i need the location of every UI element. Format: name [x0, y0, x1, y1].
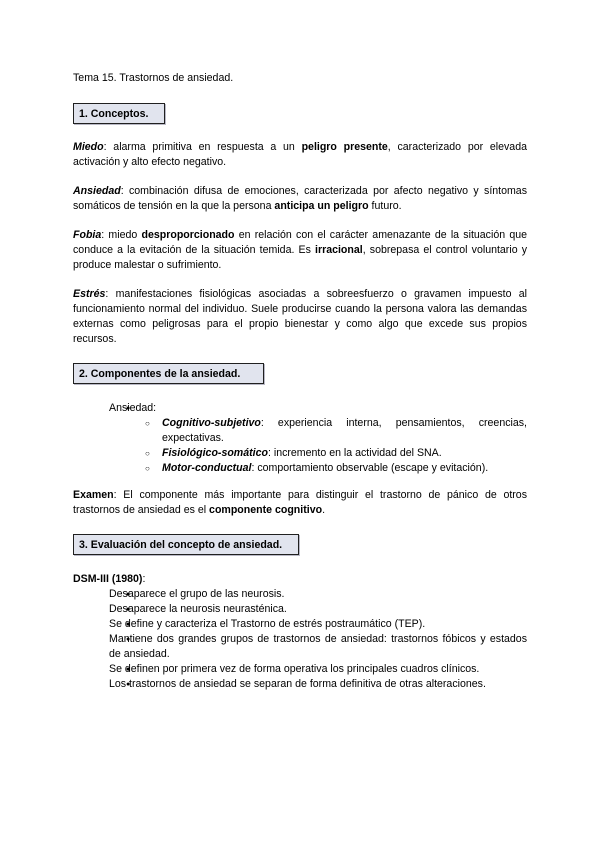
component-desc: : experiencia interna, pensamientos, creencias, expectativas.: [162, 417, 527, 444]
term-estres: Estrés: [73, 288, 106, 300]
fobia-text-2: en relación con el carácter amenazante de la situación que conduce a la evitación de la situación temida. Es: [73, 229, 528, 256]
component-motor: [162, 461, 527, 476]
examen-text-1: : El componente más importante para distinguir el trastorno de pánico de otros trastornos de ansiedad es el: [73, 489, 527, 516]
ansiedad-text-1: : combinación difusa de emociones, caracterizada por afecto negativo y síntomas somáticos de tensión en la que la persona: [73, 185, 527, 212]
dsm-subheading: [73, 572, 527, 587]
dsm-item: ● Los trastornos de ansiedad se separan de forma definitiva de otras alteraciones.: [109, 677, 527, 692]
component-desc: : incremento en la actividad del SNA.: [267, 447, 442, 459]
miedo-text-2: , caracterizado por elevada activación y alto efecto negativo.: [73, 141, 527, 168]
term-ansiedad: Ansiedad: [73, 185, 121, 197]
estres-text-1: : manifestaciones fisiológicas asociadas a sobreesfuerzo o gravamen impuesto al funcionamiento normal del individuo. Suele producirse cuando la persona valora las demandas externas como peligrosas para el propio bienestar y como algo que excede sus propios recursos.: [73, 288, 527, 345]
ansiedad-text-2: futuro.: [368, 200, 402, 212]
fobia-text-1: : miedo: [101, 229, 142, 241]
dsm-item: ● Mantiene dos grandes grupos de trastornos de ansiedad: trastornos fóbicos y estados de ansiedad.: [109, 632, 527, 662]
fobia-bold-1: desproporcionado: [141, 229, 235, 241]
term-miedo: Miedo: [73, 141, 104, 153]
list-item-label: Ansiedad:: [109, 402, 157, 414]
document-title: Tema 15. Trastornos de ansiedad.: [73, 72, 234, 84]
components-sublist: [109, 416, 527, 476]
dsm-item: ● Se define y caracteriza el Trastorno de estrés postraumático (TEP).: [109, 617, 527, 632]
miedo-bold-1: peligro presente: [301, 141, 388, 153]
components-list: [73, 401, 527, 476]
component-cognitivo: [162, 416, 527, 446]
component-term: Fisiológico-somático: [162, 447, 268, 459]
dsm-item: ● Desaparece la neurosis neurasténica.: [109, 602, 527, 617]
examen-bold-1: componente cognitivo: [209, 504, 323, 516]
paragraph-examen: [73, 488, 527, 518]
dsm-block: [73, 572, 527, 692]
components-list-block: [73, 401, 527, 476]
fobia-text-3: , sobrepasa el control voluntario y produce malestar o sufrimiento.: [73, 244, 527, 271]
paragraph-fobia: [73, 228, 527, 273]
paragraph-ansiedad: [73, 184, 527, 214]
examen-label: Examen: [73, 489, 114, 501]
fobia-bold-2: irracional: [315, 244, 363, 256]
paragraph-miedo: [73, 140, 527, 170]
section-heading-evaluacion: 3. Evaluación del concepto de ansiedad.: [73, 534, 299, 555]
paragraph-estres: [73, 287, 527, 347]
component-term: Cognitivo-subjetivo: [162, 417, 261, 429]
component-term: Motor-conductual: [162, 462, 252, 474]
component-fisiologico: [162, 446, 527, 461]
dsm-item: ● Se definen por primera vez de forma operativa los principales cuadros clínicos.: [109, 662, 527, 677]
miedo-text-1: : alarma primitiva en respuesta a un: [103, 141, 302, 153]
list-item-ansiedad: [109, 401, 527, 476]
section-heading-conceptos: 1. Conceptos.: [73, 103, 165, 124]
dsm-list: [73, 587, 527, 692]
ansiedad-bold-1: anticipa un peligro: [274, 200, 369, 212]
dsm-subheading-colon: :: [142, 573, 146, 585]
examen-text-2: .: [322, 504, 326, 516]
section-heading-componentes: 2. Componentes de la ansiedad.: [73, 363, 264, 384]
dsm-item: ● Desaparece el grupo de las neurosis.: [109, 587, 527, 602]
component-desc: : comportamiento observable (escape y evitación).: [251, 462, 489, 474]
dsm-subheading-label: DSM-III (1980): [73, 573, 143, 585]
term-fobia: Fobia: [73, 229, 102, 241]
